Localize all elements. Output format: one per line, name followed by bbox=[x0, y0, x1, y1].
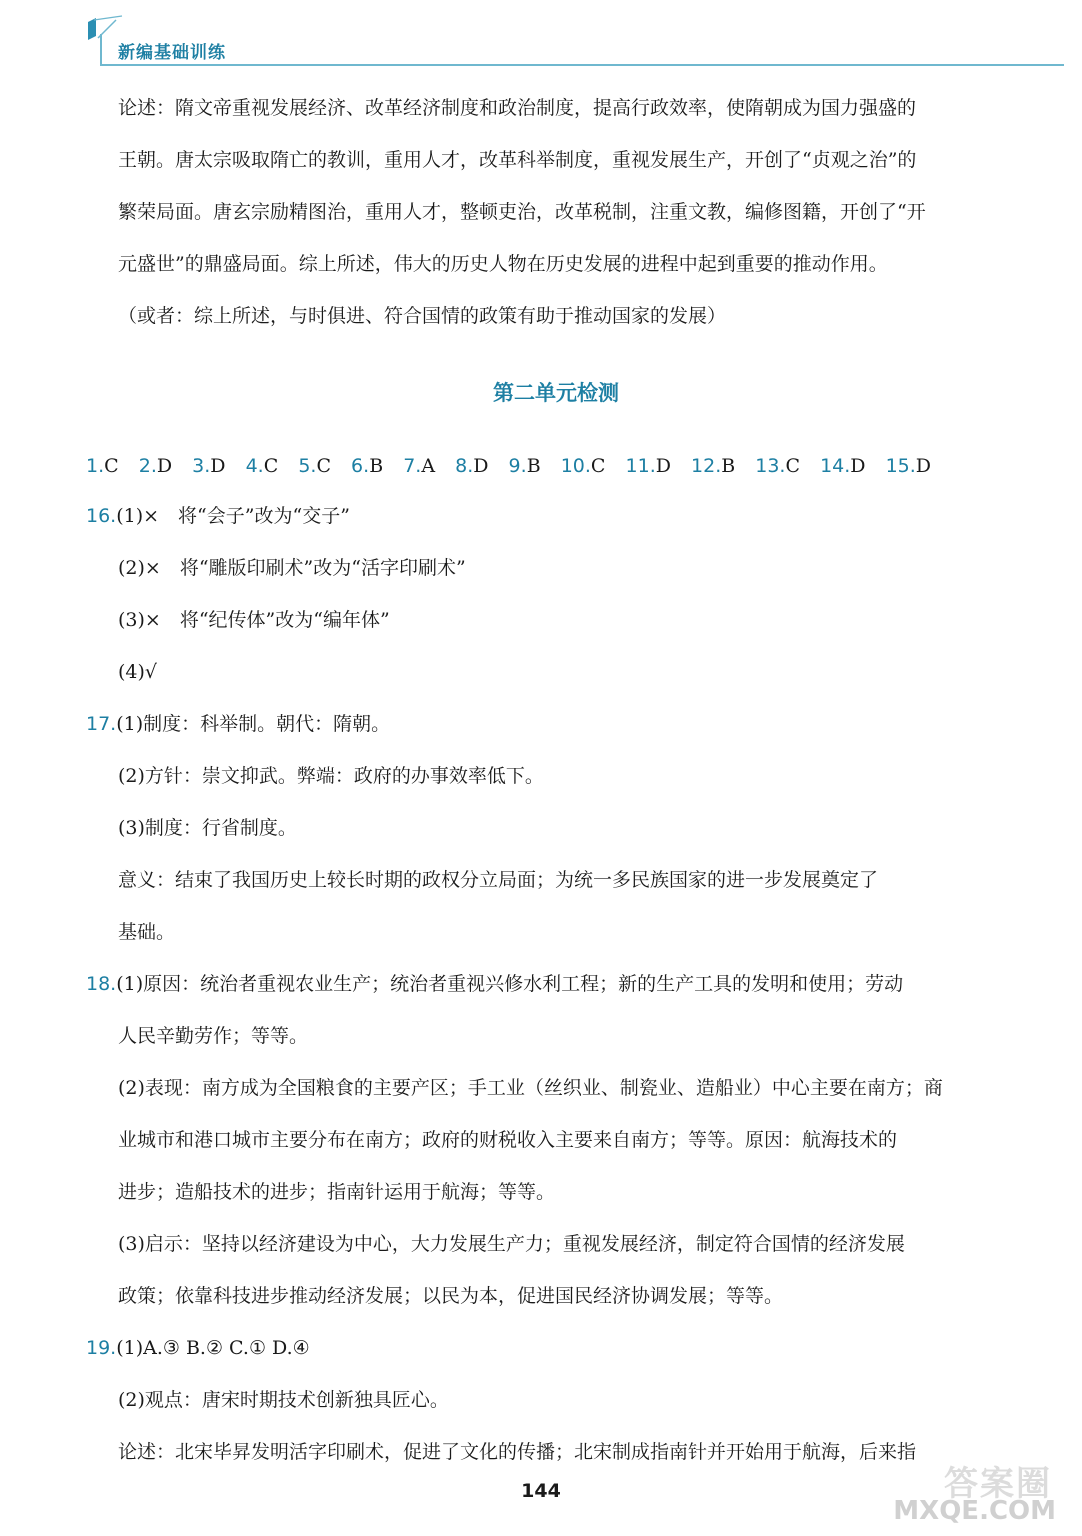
page-content bbox=[86, 82, 1026, 1478]
site-watermark-logo: 答案圈 MXQE.COM bbox=[893, 1464, 1056, 1526]
q18-line-4: 业城市和港口城市主要分布在南方；政府的财税收入主要来自南方；等等。原因：航海技术的 bbox=[118, 1129, 898, 1151]
q19-line-3: 论述：北宋毕昇发明活字印刷术，促进了文化的传播；北宋制成指南针并开始用于航海，后来指 bbox=[118, 1441, 917, 1463]
answer-item: 5.C bbox=[298, 455, 331, 477]
page-number: 144 bbox=[521, 1480, 561, 1502]
intro-line-1: 论述：隋文帝重视发展经济、改革经济制度和政治制度，提高行政效率，使隋朝成为国力强盛的 bbox=[118, 97, 917, 119]
q16-line-2: (2)× 将“雕版印刷术”改为“活字印刷术” bbox=[118, 557, 466, 579]
book-series-title: 新编基础训练 bbox=[118, 43, 226, 63]
answer-item: 9.B bbox=[508, 455, 541, 477]
q18-line-3: (2)表现：南方成为全国粮食的主要产区；手工业（丝织业、制瓷业、造船业）中心主要在南方；商 bbox=[118, 1077, 943, 1099]
q16-line-3: (3)× 将“纪传体”改为“编年体” bbox=[118, 609, 390, 631]
answer-item: 4.C bbox=[245, 455, 279, 477]
unit-test-heading: 第二单元检测 bbox=[493, 381, 619, 405]
intro-line-3: 繁荣局面。唐玄宗励精图治，重用人才，整顿吏治，改革税制，注重文教，编修图籍，开创了“开 bbox=[118, 201, 926, 223]
q17-line-3: (3)制度：行省制度。 bbox=[118, 817, 297, 839]
header-vertical-rule bbox=[100, 34, 102, 66]
intro-line-5: （或者：综上所述，与时俱进、符合国情的政策有助于推动国家的发展） bbox=[118, 305, 727, 327]
answer-item: 14.D bbox=[820, 455, 866, 477]
q18-line-1: 18.(1)原因：统治者重视农业生产；统治者重视兴修水利工程；新的生产工具的发明和使用；劳动 bbox=[86, 973, 904, 995]
q17-line-1: 17.(1)制度：科举制。朝代：隋朝。 bbox=[86, 713, 391, 735]
answer-item: 12.B bbox=[691, 455, 736, 477]
q18-line-6: (3)启示：坚持以经济建设为中心，大力发展生产力；重视发展经济，制定符合国情的经济发展 bbox=[118, 1233, 905, 1255]
q16-line-1: 16.(1)× 将“会子”改为“交子” bbox=[86, 505, 350, 527]
answer-item: 11.D bbox=[625, 455, 671, 477]
q17-line-4: 意义：结束了我国历史上较长时期的政权分立局面；为统一多民族国家的进一步发展奠定了 bbox=[118, 869, 879, 891]
answer-item: 10.C bbox=[560, 455, 606, 477]
q18-line-7: 政策；依靠科技进步推动经济发展；以民为本，促进国民经济协调发展；等等。 bbox=[118, 1285, 784, 1307]
q16-line-4: (4)√ bbox=[118, 661, 158, 683]
q19-line-1: 19.(1)A.③ B.② C.① D.④ bbox=[86, 1337, 310, 1359]
answer-item: 3.D bbox=[192, 455, 226, 477]
header-rule bbox=[100, 64, 1064, 66]
q18-line-5: 进步；造船技术的进步；指南针运用于航海；等等。 bbox=[118, 1181, 556, 1203]
answer-item: 7.A bbox=[403, 455, 436, 477]
q17-line-5: 基础。 bbox=[118, 921, 176, 943]
intro-line-4: 元盛世”的鼎盛局面。综上所述，伟大的历史人物在历史发展的进程中起到重要的推动作用。 bbox=[118, 253, 888, 275]
multiple-choice-answers bbox=[86, 442, 1026, 490]
answer-item: 2.D bbox=[138, 455, 173, 477]
q18-line-2: 人民辛勤劳作；等等。 bbox=[118, 1025, 309, 1047]
answer-item: 13.C bbox=[755, 455, 801, 477]
answer-item: 8.D bbox=[455, 455, 489, 477]
q19-line-2: (2)观点：唐宋时期技术创新独具匠心。 bbox=[118, 1389, 449, 1411]
q17-line-2: (2)方针：崇文抑武。弊端：政府的办事效率低下。 bbox=[118, 765, 544, 787]
page-header bbox=[0, 0, 1082, 70]
intro-line-2: 王朝。唐太宗吸取隋亡的教训，重用人才，改革科举制度，重视发展生产，开创了“贞观之治”的 bbox=[118, 149, 917, 171]
answer-item: 6.B bbox=[351, 455, 384, 477]
answer-item: 1.C bbox=[86, 455, 119, 477]
answer-item: 15.D bbox=[885, 455, 932, 477]
